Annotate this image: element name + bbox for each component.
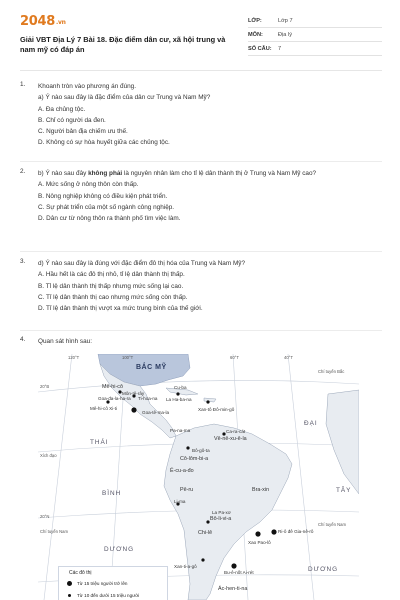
legend-item-10m xyxy=(67,593,139,598)
question-stem: a) Ý nào sau đây là đặc điểm của dân cư Trung và Nam Mỹ? xyxy=(38,94,211,102)
label-ocean-binh: BÌNH xyxy=(102,490,122,497)
label-city-havana: La Ha-ba-na xyxy=(166,397,192,402)
map-graphic xyxy=(38,354,359,600)
option-b[interactable]: B. Tỉ lệ dân thành thị thấp nhưng mức sống lại cao. xyxy=(38,282,184,290)
meta-key-count: SỐ CÂU: xyxy=(248,45,272,52)
meta-value-count: 7 xyxy=(278,45,282,52)
meta-table xyxy=(248,14,382,56)
hispaniola-land xyxy=(204,398,216,402)
option-b[interactable]: B. Chỉ có người da đen. xyxy=(38,116,106,124)
stem-emphasis: không phải xyxy=(88,170,123,177)
option-c[interactable]: C. Tỉ lệ dân thành thị cao nhưng mức sống còn thấp. xyxy=(38,293,188,301)
label-tropic-cancer: Chí tuyến Bắc xyxy=(318,369,345,374)
question-stem: Quan sát hình sau: xyxy=(38,338,93,345)
label-country-mexico: Mê-hi-cô xyxy=(102,384,123,390)
city-dot-santo-domingo xyxy=(206,400,209,403)
label-ocean-tay: TÂY xyxy=(336,487,352,494)
question-body xyxy=(38,168,382,224)
label-country-cuba: Cu-ba xyxy=(174,385,187,390)
option-d[interactable]: D. Không có sự hòa huyết giữa các chủng tộc. xyxy=(38,139,170,147)
city-dot-havana xyxy=(176,392,179,395)
label-country-brazil: Bra-xin xyxy=(252,487,270,493)
question-number: 4. xyxy=(20,336,26,343)
stem-pre: b) Ý nào sau đây xyxy=(38,170,89,177)
legend-large-dot-icon xyxy=(67,581,72,586)
logo-main: 2048 xyxy=(20,14,55,29)
label-city-santiago: Xan-ti-a-gô xyxy=(174,564,197,569)
question-4 xyxy=(20,336,382,348)
label-ocean-duong-1: DƯƠNG xyxy=(104,546,135,553)
label-grid-20s: 20°N xyxy=(40,514,50,519)
label-grid-20n: 20°B xyxy=(40,384,50,389)
question-3 xyxy=(20,258,382,323)
legend-label: Từ 15 triệu người trở lên xyxy=(77,581,128,586)
label-country-bolivia: Bô-li-vi-a xyxy=(210,516,232,522)
meta-row-subject xyxy=(248,28,382,42)
label-north-america: BẮC MỸ xyxy=(136,364,167,371)
legend-label: Từ 10 đến dưới 15 triệu người xyxy=(77,593,140,598)
city-dot-mexico-city xyxy=(131,407,136,412)
label-city-monterrey: Môn-tê-rây xyxy=(122,391,145,396)
option-c[interactable]: C. Sự phát triển của một số ngành công nghiệp. xyxy=(38,203,175,211)
label-tropic-capricorn-right: Chí tuyến Nam xyxy=(318,522,346,527)
document-title: Giải VBT Địa Lý 7 Bài 18. Đặc điểm dân cư, xã hội trung và nam mỹ có đáp án xyxy=(20,35,226,54)
option-a[interactable]: A. Mức sống ở nông thôn còn thấp. xyxy=(38,181,139,189)
question-2 xyxy=(20,168,382,248)
option-d[interactable]: D. Tỉ lệ dân thành thị vượt xa mức trung bình của thế giới. xyxy=(38,305,203,313)
city-dot-sao-paulo xyxy=(255,531,260,536)
logo-domain: .vn xyxy=(55,19,66,26)
question-number: 1. xyxy=(20,81,26,88)
city-dot-rio xyxy=(271,529,276,534)
label-ocean-duong-2: DƯƠNG xyxy=(308,566,339,573)
meta-row-class xyxy=(248,14,382,28)
meta-value-class: Lớp 7 xyxy=(278,17,293,24)
population-map xyxy=(38,354,359,600)
map-legend xyxy=(58,566,168,600)
label-ocean-dai: ĐẠI xyxy=(304,420,318,427)
label-ocean-thai: THÁI xyxy=(90,439,109,446)
question-stem xyxy=(38,168,382,179)
label-city-caracas: Ca-ra-cát xyxy=(226,429,246,434)
question-stem: d) Ý nào sau đây là đúng với đặc điểm đô thị hóa của Trung và Nam Mỹ? xyxy=(38,260,246,267)
label-grid-120w: 120°T xyxy=(68,355,80,360)
document-header xyxy=(20,14,382,66)
legend-item-15m xyxy=(67,581,127,586)
legend-small-dot-icon xyxy=(68,594,71,597)
question-1 xyxy=(20,81,382,161)
question-number: 3. xyxy=(20,258,26,265)
label-city-rio: Ri-ô đê Gia-nê-rô xyxy=(278,529,314,534)
city-dot-santiago xyxy=(201,558,204,561)
question-divider xyxy=(20,251,382,252)
label-country-venezuela: Vê-nê-xu-ê-la xyxy=(214,436,247,442)
header-divider xyxy=(20,70,382,71)
label-city-bogota: Bô-gô-ta xyxy=(192,448,210,453)
label-city-sao-paulo: Xao Pao-lô xyxy=(248,540,271,545)
label-grid-60w: 60°T xyxy=(230,355,239,360)
option-a[interactable]: A. Hầu hết là các đô thị nhỏ, tỉ lệ dân thành thị thấp. xyxy=(38,271,185,279)
label-grid-40w: 40°T xyxy=(284,355,293,360)
city-dot-buenos-aires xyxy=(231,563,236,568)
label-country-argentina: Ác-hen-ti-na xyxy=(218,586,248,592)
question-body xyxy=(38,81,382,149)
label-country-ecuador: Ê-cu-a-đo xyxy=(170,468,194,474)
meta-row-count xyxy=(248,42,382,56)
label-city-mexico-city: Mê-hi-cô Xi-ti xyxy=(90,406,118,411)
question-number: 2. xyxy=(20,168,26,175)
option-b[interactable]: B. Nông nghiệp không có điều kiện phát triển. xyxy=(38,192,168,200)
question-intro: Khoanh tròn vào phương án đúng. xyxy=(38,83,137,90)
label-country-colombia: Cô-lôm-bi-a xyxy=(180,456,209,462)
label-country-peru: Pê-ru xyxy=(180,487,194,493)
legend-title: Các đô thị xyxy=(69,570,92,576)
label-country-panama: Pa-na-ma xyxy=(170,428,191,433)
meta-key-class: LỚP: xyxy=(248,17,262,24)
label-city-la-paz: La Pa-xơ xyxy=(212,510,231,515)
option-d[interactable]: D. Dân cư từ nông thôn ra thành phố tìm việc làm. xyxy=(38,215,181,223)
label-equator: Xích đạo xyxy=(40,453,57,458)
label-city-guadalajara: Goa-đa-la-ha-ra xyxy=(98,396,131,401)
stem-post: là nguyên nhân làm cho tỉ lệ dân thành thị ở Trung và Nam Mỹ cao? xyxy=(122,170,317,177)
option-c[interactable]: C. Người bản địa chiếm ưu thế. xyxy=(38,128,128,136)
label-grid-100w: 100°T xyxy=(122,355,134,360)
label-city-buenos-aires: Bu-ê-nốt Ai-rét xyxy=(224,570,254,575)
label-city-tijuana: Ti-hoa-na xyxy=(138,396,158,401)
site-logo[interactable] xyxy=(20,14,66,29)
question-body xyxy=(38,258,382,314)
label-country-chile: Chi-lê xyxy=(198,530,213,536)
option-a[interactable]: A. Đa chủng tộc. xyxy=(38,105,86,113)
question-body xyxy=(38,336,382,347)
label-city-lima: Li-ma xyxy=(174,499,186,504)
question-divider xyxy=(20,161,382,162)
meta-value-subject: Địa lý xyxy=(278,31,292,38)
city-dot-bogota xyxy=(186,446,189,449)
question-divider xyxy=(20,330,382,331)
label-city-santo-domingo: Xan-tô Đô-min-gô xyxy=(198,407,235,412)
label-country-guatemala: Goa-tê-ma-la xyxy=(142,410,170,415)
label-tropic-capricorn-left: Chí tuyến Nam xyxy=(40,529,68,534)
meta-key-subject: MÔN: xyxy=(248,31,263,38)
